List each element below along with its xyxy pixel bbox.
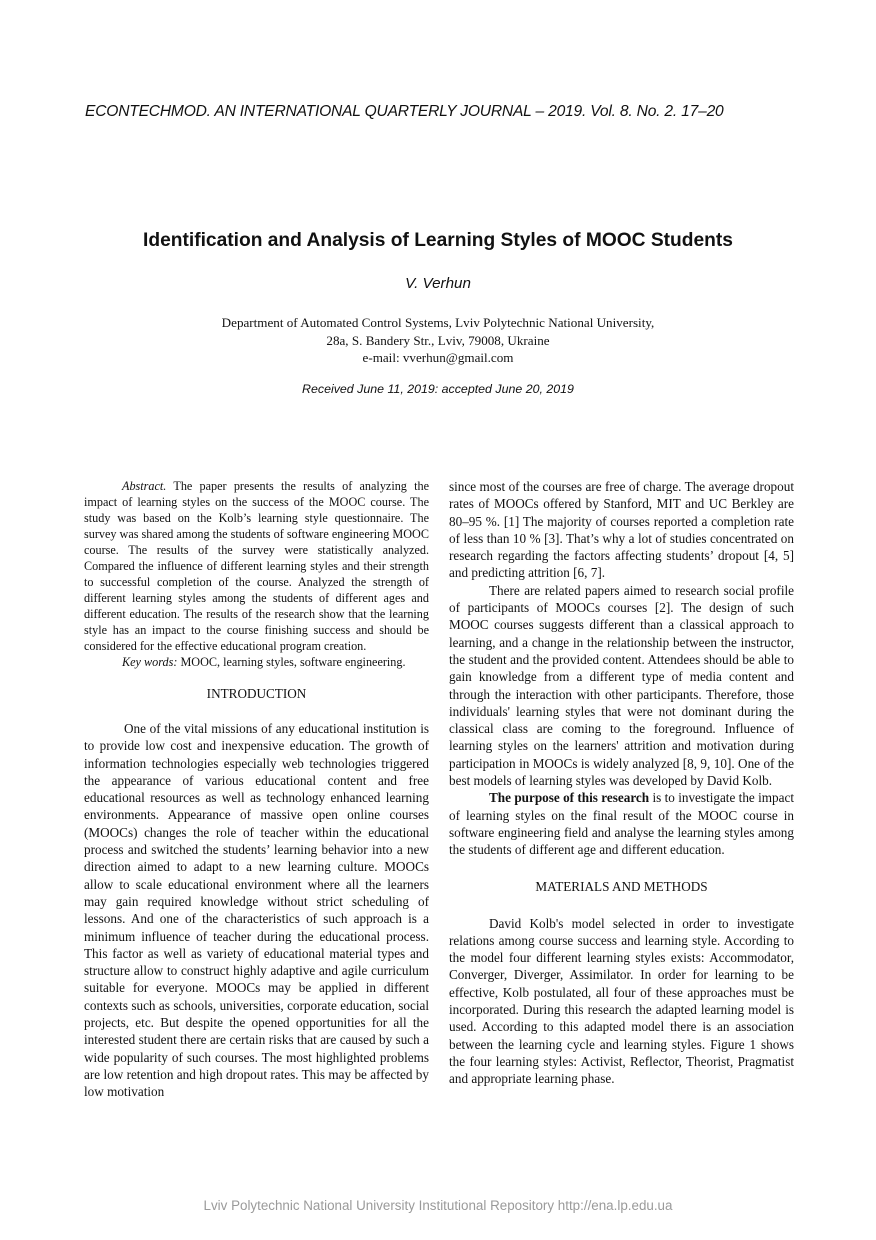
methods-heading: MATERIALS AND METHODS xyxy=(535,878,708,894)
affiliation-address: 28a, S. Bandery Str., Lviv, 79008, Ukraine xyxy=(326,332,550,348)
author-name: V. Verhun xyxy=(405,275,471,292)
introduction-paragraph-1: One of the vital missions of any educational institution is to provide low cost and inexpensive education. The growth of information technologies especially web technologies triggered the appearance of various educational content and free educational resources as well as technology enhanced learning environments. Appearance of massive open online courses (MOOCs) changes the role of teacher within the educational process and switched the students’ learning behavior into a new direction aimed to adapt to a new learning culture. MOOCs allow to scale educational environment where all the learners may gain required knowledge without strict scheduling of lessons. And one of the characteristics of such approach is a minimum influence of teacher during the educational process. This factor as well as variety of educational material types and structure allow to construct highly adaptive and agile curriculum suitable for everyone. MOOCs may be applied in different contexts such as schools, universities, corporate education, social projects, etc. But despite the opened opportunities for all the interested student there are certain risks that are caused by such a wide popularity of such courses. The most highlighted problems are low retention and high dropout rates. This may be affected by low motivation xyxy=(84,721,429,1100)
affiliation-department: Department of Automated Control Systems, Lviv Polytechnic National University, xyxy=(221,315,655,330)
introduction-paragraph-2: There are related papers aimed to research social profile of participants of MOOCs courses [2]. The design of such MOOC courses suggests different than a classical approach to learning, and a change in the relationship between the instructor, the student and the provided content. Attendees should be able to gain knowledge from a different type of media content and through the interaction with other participants. Therefore, those individuals' learning styles that were not dominant during the classical class are coming to the foreground. Influence of learning styles on the learners' attrition and motivation during participation in MOOCs is widely analyzed [8, 9, 10]. One of the best models of learning styles was developed by David Kolb. xyxy=(449,582,794,789)
repository-footer: Lviv Polytechnic National University Institutional Repository http://ena.lp.edu.ua xyxy=(203,1198,673,1213)
methods-paragraph-1: David Kolb's model selected in order to investigate relations among course success and learning style. According to the model four different learning styles exists: Accommodator, Converger, Diverger, Assimilator. In order for learning to be effective, Kolb postulated, all four of these approaches must be incorporated. During this research the adapted learning model is used. According to this adapted model there is an association between the learning cycle and learning styles. Figure 1 shows the four learning styles: Activist, Reflector, Theorist, Pragmatist and appropriate learning phase. xyxy=(449,915,794,1087)
keywords-paragraph xyxy=(84,654,429,670)
introduction-heading: INTRODUCTION xyxy=(206,686,307,701)
journal-running-head: ECONTECHMOD. AN INTERNATIONAL QUARTERLY JOURNAL – 2019. Vol. 8. No. 2. 17–20 xyxy=(85,103,724,120)
author-affiliation xyxy=(0,314,876,367)
abstract-text: The paper presents the results of analyzing the impact of learning styles on the success of the MOOC course. The study was based on the Kolb’s learning style questionnaire. The survey was shared among the students of software engineering MOOC course. The results of the survey were statistically analyzed. Compared the influence of different learning styles and their strength to successful completion of the course. Analyzed the strength of different learning styles among the students of different ages and different education. The results of the research show that the learning style has an impact to the course finishing success and should be considered for the effective educational program creation. xyxy=(84,479,430,653)
received-dates: Received June 11, 2019: accepted June 20, 2019 xyxy=(302,382,574,396)
abstract-label: Abstract. xyxy=(122,479,167,493)
right-column xyxy=(449,478,794,1088)
affiliation-email: e-mail: vverhun@gmail.com xyxy=(362,350,514,365)
keywords-label: Key words: xyxy=(122,655,178,669)
left-column xyxy=(84,478,429,1101)
purpose-label: The purpose of this research xyxy=(489,790,650,806)
purpose-paragraph xyxy=(449,789,794,858)
abstract-block xyxy=(84,478,429,670)
article-title: Identification and Analysis of Learning Styles of MOOC Students xyxy=(143,230,733,251)
purpose-text: is to investigate the impact of learning styles on the final result of the MOOC course in software engineering field and analyse the learning styles among the students of different age and different education. xyxy=(449,790,794,858)
keywords-text: MOOC, learning styles, software engineering. xyxy=(180,655,406,669)
introduction-paragraph-1-continued: since most of the courses are free of charge. The average dropout rates of MOOCs offered by Stanford, MIT and UC Berkley are 80–95 %. [1] The majority of courses reported a completion rate of less than 10 % [3]. That’s why a lot of studies concentrated on research regarding the factors affecting students’ dropout [4, 5] and predicting attrition [6, 7]. xyxy=(449,479,794,581)
abstract-paragraph xyxy=(84,478,429,654)
